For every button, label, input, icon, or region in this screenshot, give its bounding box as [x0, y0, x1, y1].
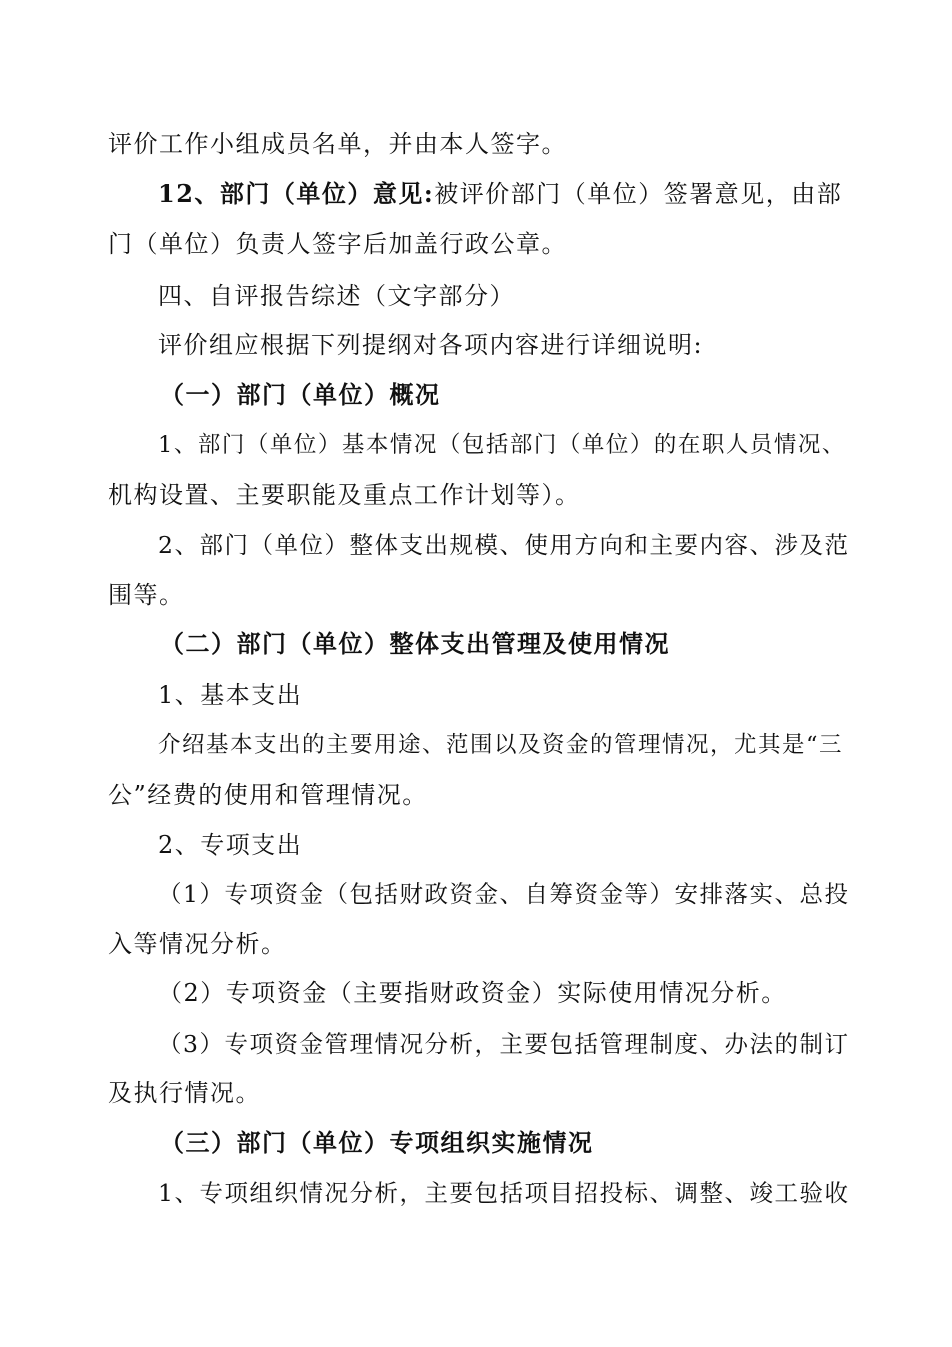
paragraph-line: 评价工作小组成员名单，并由本人签字。 — [108, 130, 567, 158]
paragraph-line: （3）专项资金管理情况分析，主要包括管理制度、办法的制订 — [158, 1030, 850, 1058]
paragraph-line: 介绍基本支出的主要用途、范围以及资金的管理情况，尤其是“三 — [158, 732, 844, 758]
paragraph-line: （1）专项资金（包括财政资金、自筹资金等）安排落实、总投 — [158, 880, 850, 908]
paragraph-line: 围等。 — [108, 581, 185, 609]
paragraph-line: 1、部门（单位）基本情况（包括部门（单位）的在职人员情况、 — [158, 432, 846, 458]
paragraph-line: 评价组应根据下列提纲对各项内容进行详细说明: — [158, 331, 704, 359]
item-12-line — [158, 178, 850, 210]
paragraph-line: 入等情况分析。 — [108, 930, 287, 958]
subsection-heading-3: （三）部门（单位）专项组织实施情况 — [160, 1128, 594, 1157]
paragraph-line: 2、部门（单位）整体支出规模、使用方向和主要内容、涉及范 — [158, 531, 850, 559]
paragraph-line: 及执行情况。 — [108, 1079, 261, 1107]
subsection-heading-2: （二）部门（单位）整体支出管理及使用情况 — [160, 629, 670, 658]
paragraph-line: 1、专项组织情况分析，主要包括项目招投标、调整、竣工验收 — [158, 1179, 850, 1207]
paragraph-line: 1、基本支出 — [158, 681, 303, 709]
item-12-heading: 12、部门（单位）意见: — [158, 179, 435, 208]
section-heading: 四、自评报告综述（文字部分） — [158, 282, 515, 310]
item-12-text: 被评价部门（单位）签署意见，由部 — [434, 180, 843, 208]
paragraph-line: 门（单位）负责人签字后加盖行政公章。 — [108, 230, 567, 258]
subsection-heading-1: （一）部门（单位）概况 — [160, 380, 441, 409]
paragraph-line: 机构设置、主要职能及重点工作计划等）。 — [108, 481, 581, 509]
paragraph-line: 2、专项支出 — [158, 831, 303, 859]
paragraph-line: （2）专项资金（主要指财政资金）实际使用情况分析。 — [158, 979, 787, 1007]
paragraph-line: 公”经费的使用和管理情况。 — [108, 781, 428, 809]
